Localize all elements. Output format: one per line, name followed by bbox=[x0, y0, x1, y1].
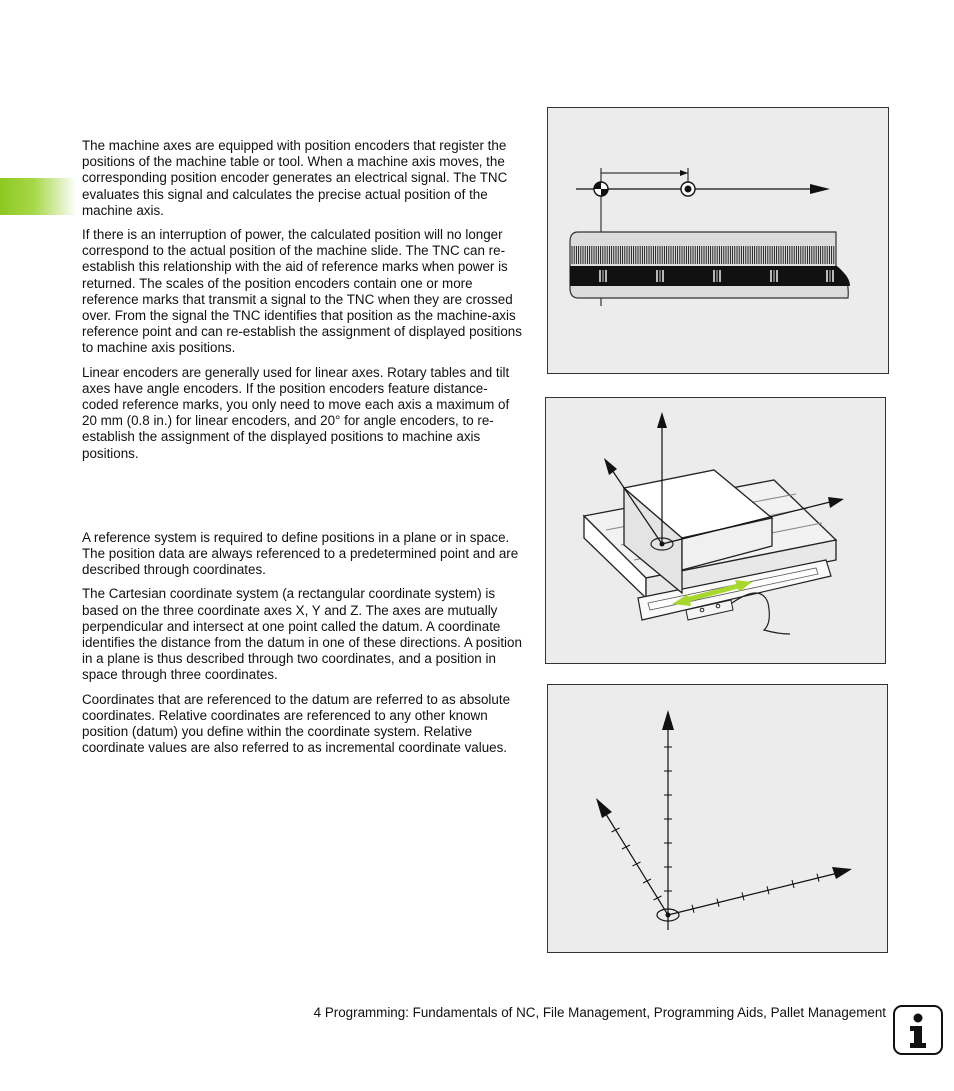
chapter-tab-marker bbox=[0, 178, 76, 215]
figure-cartesian-axes bbox=[547, 684, 888, 953]
paragraph-linear-encoders: Linear encoders are generally used for linear axes. Rotary tables and tilt axes have angle encoders. If the position encoders feature distance-coded reference marks, you only need to move each axis a maximum of 20 mm (0.8 in.) for linear encoders, and 20° for angle encoders, to re-establish the assignment of the displayed positions to machine axis positions. bbox=[82, 364, 510, 461]
info-icon[interactable] bbox=[893, 1005, 943, 1055]
axis-tick-marks bbox=[601, 723, 819, 913]
paragraph-power-interruption: If there is an interruption of power, the calculated position will no longer correspond to the actual position of the machine slide. The TNC can re-establish this relationship with the aid of reference marks when power is returned. The scales of the position encoders contain one or more reference marks that transmit a signal to the TNC when they are crossed over. From the signal the TNC identifies that position as the machine-axis reference point and can re-establish the assignment of displayed positions to machine axis positions. bbox=[82, 227, 522, 356]
encoder-cable bbox=[732, 593, 790, 634]
paragraph-absolute-relative: Coordinates that are referenced to the datum are referred to as absolute coordinates. Relative coordinates are referenced to any other known position (datum) you define within the coordinate system. Relative coordinate values are also referred to as incremental coordinate values. bbox=[82, 691, 511, 756]
encoder-scale-illustration bbox=[548, 108, 888, 373]
paragraph-reference-system: A reference system is required to define positions in a plane or in space. The position data are always referenced to a predetermined point and are described through coordinates. bbox=[82, 529, 519, 578]
datum-symbol bbox=[594, 182, 608, 196]
y-axis-arrowhead bbox=[596, 798, 612, 818]
body-text-column bbox=[82, 138, 524, 765]
figure-encoder-scale bbox=[547, 107, 889, 374]
z-axis-arrowhead bbox=[657, 412, 667, 428]
scale-body bbox=[570, 232, 848, 298]
x-axis-arrowhead bbox=[828, 497, 844, 508]
machine-table-illustration bbox=[546, 398, 885, 663]
x-axis-arrowhead bbox=[832, 867, 852, 879]
figure-machine-table bbox=[545, 397, 886, 664]
z-axis-arrowhead bbox=[662, 710, 674, 730]
cartesian-axes-illustration bbox=[548, 685, 887, 952]
reference-point-symbol bbox=[681, 182, 695, 196]
paragraph-position-encoders: The machine axes are equipped with position encoders that register the positions of the machine table or tool. When a machine axis moves, the corresponding position encoder generates an electrical signal. The TNC evaluates this signal and calculates the precise actual position of the machine axis. bbox=[82, 138, 508, 218]
y-axis-arrowhead bbox=[604, 458, 617, 475]
reference-mark-track bbox=[570, 266, 850, 286]
page-footer-chapter: 4 Programming: Fundamentals of NC, File Management, Programming Aids, Pallet Management bbox=[313, 1005, 886, 1020]
paragraph-cartesian: The Cartesian coordinate system (a rectangular coordinate system) is based on the three coordinate axes X, Y and Z. The axes are mutually perpendicular and intersect at one point called the datum. A coordinate identifies the distance from the datum in one of these directions. A position in a plane is thus described through two coordinates, and a position in space through three coordinates. bbox=[82, 586, 522, 683]
axis-arrowhead bbox=[810, 184, 830, 194]
